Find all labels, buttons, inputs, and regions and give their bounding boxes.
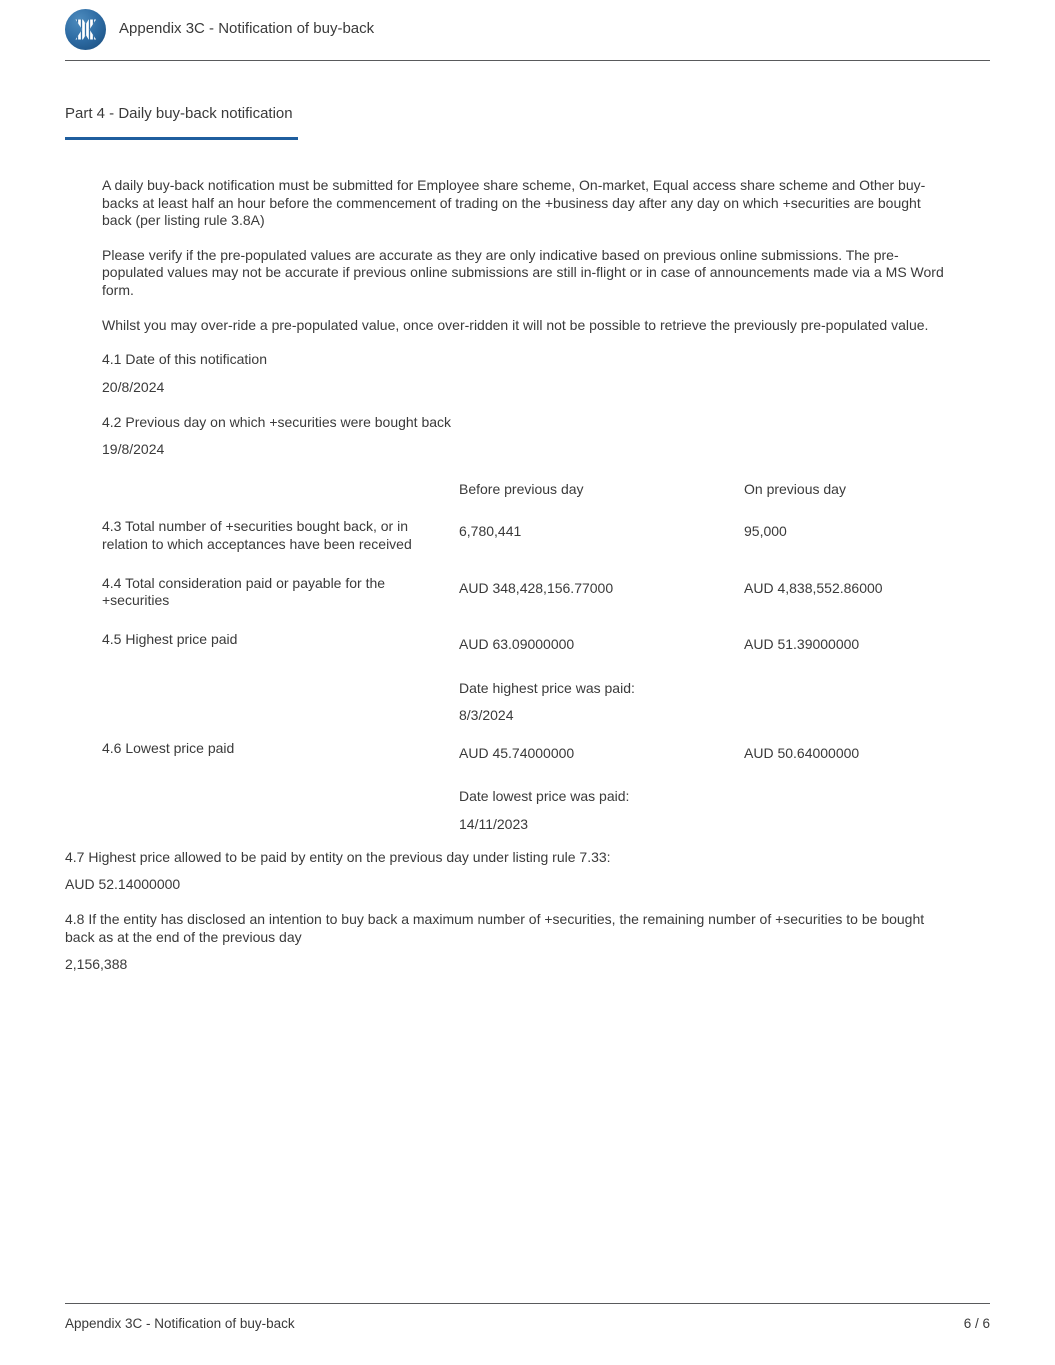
document-title: Appendix 3C - Notification of buy-back [119,20,375,38]
row-4-3-before-value: 6,780,441 [459,523,522,540]
heading-underline [65,137,298,140]
table-subrow-lowest-date [102,788,990,833]
column-header-on-previous-day: On previous day [744,480,846,497]
table-subrow-highest-date [102,680,990,725]
row-4-5-on-value: AUD 51.39000000 [744,635,860,652]
row-4-6-label: 4.6 Lowest price paid [102,739,235,756]
document-header [65,0,990,61]
row-4-6-before-value: AUD 45.74000000 [459,744,575,761]
field-4-1-value: 20/8/2024 [102,378,165,395]
table-row-4-6 [102,740,990,763]
row-4-5-label: 4.5 Highest price paid [102,630,238,647]
row-4-4-before-value: AUD 348,428,156.77000 [459,579,614,596]
row-4-4-label: 4.4 Total consideration paid or payable for the +securities [102,574,386,609]
intro-paragraph-1: A daily buy-back notification must be submitted for Employee share scheme, On-market, Equal access share scheme and Other buy-backs at least half an hour before the commencement of trading on the +business day after any day on which +securities are bought back (per listing rule 3.8A) [102,176,926,229]
intro-paragraph-3: Whilst you may over-ride a pre-populated value, once over-ridden it will not be possible to retrieve the previously pre-populated value. [102,316,929,333]
document-footer [65,1303,990,1332]
part4-heading: Part 4 - Daily buy-back notification [65,105,293,122]
lowest-price-date-label: Date lowest price was paid: [459,788,630,805]
lowest-price-date-value: 14/11/2023 [459,816,529,833]
table-row-4-3 [102,518,990,553]
table-row-4-5 [102,631,990,654]
field-4-8 [65,911,990,974]
table-header-row [102,481,990,499]
row-4-4-on-value: AUD 4,838,552.86000 [744,579,883,596]
field-4-7 [65,849,990,894]
intro-paragraph-2: Please verify if the pre-populated values are accurate as they are only indicative based on previous online submissions. The pre-populated values may not be accurate if previous online submissions are still in-flight or in case of announcements made via a MS Word form. [102,246,944,299]
asx-logo-icon [65,9,106,50]
field-4-8-value: 2,156,388 [65,956,128,973]
field-4-2 [102,414,990,459]
field-4-1-label: 4.1 Date of this notification [102,351,267,368]
column-header-before-previous-day: Before previous day [459,480,584,497]
row-4-3-on-value: 95,000 [744,523,787,540]
row-4-6-on-value: AUD 50.64000000 [744,744,860,761]
footer-title: Appendix 3C - Notification of buy-back [65,1316,295,1331]
field-4-7-value: AUD 52.14000000 [65,876,181,893]
field-4-2-value: 19/8/2024 [102,441,165,458]
page-number: 6 / 6 [963,1316,990,1331]
field-4-1 [102,351,990,396]
table-row-4-4 [102,575,990,610]
field-4-8-label: 4.8 If the entity has disclosed an intention to buy back a maximum number of +securities, the remaining number of +securities to be bought back as at the end of the previous day [65,910,925,945]
row-4-5-before-value: AUD 63.09000000 [459,635,575,652]
part4-content [65,177,990,974]
highest-price-date-label: Date highest price was paid: [459,679,635,696]
row-4-3-label: 4.3 Total number of +securities bought back, or in relation to which acceptances have been received [102,518,412,553]
field-4-7-label: 4.7 Highest price allowed to be paid by entity on the previous day under listing rule 7.33: [65,848,611,865]
highest-price-date-value: 8/3/2024 [459,707,514,724]
buyback-table [102,481,990,834]
field-4-2-label: 4.2 Previous day on which +securities were bought back [102,413,452,430]
